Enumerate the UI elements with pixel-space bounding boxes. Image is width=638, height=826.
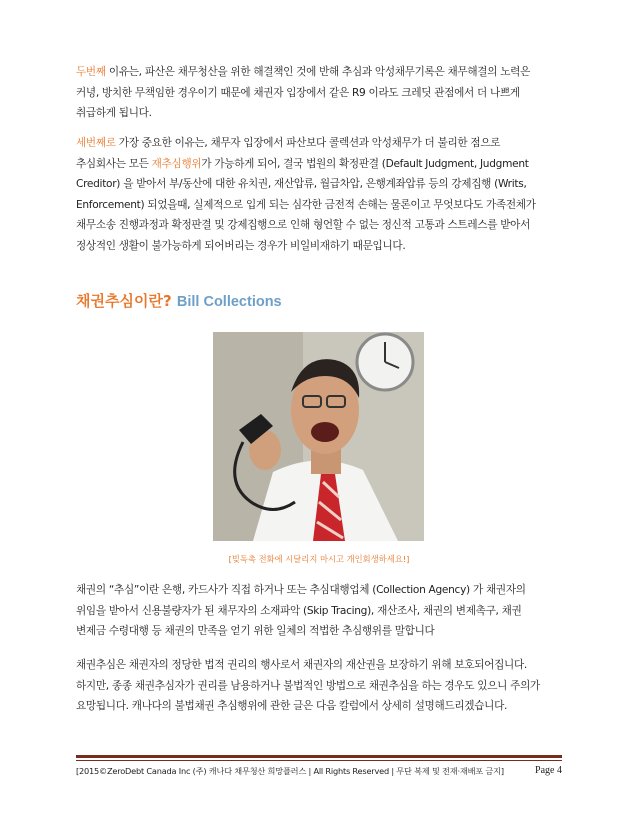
paragraph-line xyxy=(76,133,576,154)
section-heading xyxy=(76,290,282,311)
accent-lead-second: 두번째 xyxy=(76,66,106,78)
paragraph-line: 하지만, 종종 채권추심자가 권리를 남용하거나 불법적인 방법으로 채권추심을 하는 경우도 있으니 주의가 xyxy=(76,679,540,692)
paragraph-line: 채무소송 진행과정과 확정판결 및 강제집행으로 인해 형언할 수 없는 정신적 고통과 스트레스를 받아서 xyxy=(76,219,531,232)
paragraph-collection-definition xyxy=(76,580,576,642)
heading-korean: 채권추심이란? xyxy=(76,292,172,310)
paragraph-third-reason xyxy=(76,133,576,257)
photo-caption: [빚독촉 전화에 시달리지 마시고 개인회생하세요!] xyxy=(228,554,410,564)
text-span: 가장 중요한 이유는, 채무자 입장에서 파산보다 콜렉션과 악성채무가 더 불리한 점으로 xyxy=(115,137,501,149)
paragraph-line xyxy=(76,154,576,175)
text-span: 추심회사는 모든 xyxy=(76,157,152,170)
accent-recollection: 재추심행위 xyxy=(151,157,202,170)
paragraph-line: 위임을 받아서 신용불량자가 된 채무자의 소재파악 (Skip Tracing), 재산조사, 채권의 변제촉구, 채권 xyxy=(76,604,522,617)
paragraph-line: 정상적인 생활이 불가능하게 되어버리는 경우가 비일비재하기 때문입니다. xyxy=(76,239,406,252)
paragraph-line: Enforcement) 되었을때, 실제적으로 입게 되는 심각한 금전적 손해는 물론이고 무엇보다도 가족전체가 xyxy=(76,198,536,211)
heading-english: Bill Collections xyxy=(176,294,282,310)
paragraph-second-reason xyxy=(76,62,576,124)
paragraph-line: 변제금 수령대행 등 채권의 만족을 얻기 위한 일체의 적법한 추심행위를 말합니다 xyxy=(76,625,435,638)
paragraph-line: 커녕, 방치한 무책임한 경우이기 때문에 채권자 입장에서 같은 R9 이라도 크레딧 관점에서 더 나쁘게 xyxy=(76,86,520,99)
paragraph-line: 채권추심은 채권자의 정당한 법적 권리의 행사로서 채권자의 재산권을 보장하기 위해 보호되어집니다. xyxy=(76,659,527,671)
paragraph-line: Creditor) 을 받아서 부/동산에 대한 유치권, 재산압류, 월급차압, 은행계좌압류 등의 강제집행 (Writs, xyxy=(76,178,527,191)
paragraph-collection-rights xyxy=(76,655,576,717)
paragraph-line: 요망됩니다. 캐나다의 불법채권 추심행위에 관한 글은 다음 칼럼에서 상세히 설명해드리겠습니다. xyxy=(76,700,508,713)
paragraph-line xyxy=(76,62,576,83)
paragraph-line: 취급하게 됩니다. xyxy=(76,107,152,120)
page-number: Page 4 xyxy=(535,765,562,776)
footer-copyright: [2015©ZeroDebt Canada Inc (주) 캐나다 채무청산 희망플러스 | All Rights Reserved | 무단 복제 및 전재·재배포 금지] xyxy=(76,766,504,776)
text-span: 이유는, 파산은 채무청산을 위한 해결책인 것에 반해 추심과 악성채무기록은 채무해결의 노력은 xyxy=(105,66,531,78)
footer-rule-thin xyxy=(76,760,562,761)
accent-lead-third: 세번째로 xyxy=(76,137,116,149)
paragraph-line: 채권의 “추심”이란 은행, 카드사가 직접 하거나 또는 추심대행업체 (Collection Agency) 가 채권자의 xyxy=(76,584,526,596)
stressed-man-photo xyxy=(213,332,424,541)
footer-rule-thick xyxy=(76,755,562,758)
text-span: 가 가능하게 되어, 결국 법원의 확정판결 (Default Judgment, Judgment xyxy=(201,157,529,170)
